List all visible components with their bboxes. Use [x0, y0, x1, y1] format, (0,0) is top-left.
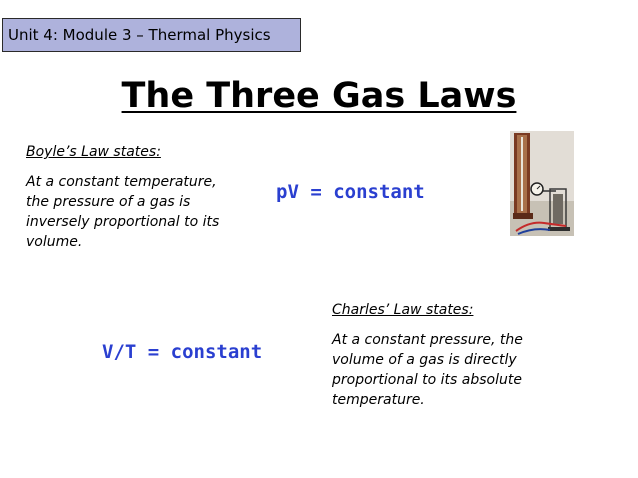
boyle-law-heading: Boyle’s Law states:	[26, 144, 161, 160]
charles-law-statement	[332, 330, 562, 410]
charles-line: At a constant pressure, the	[332, 332, 523, 348]
charles-line: proportional to its absolute	[332, 372, 522, 388]
boyle-line: the pressure of a gas is	[26, 194, 191, 210]
boyle-law-statement	[26, 172, 256, 252]
charles-line: volume of a gas is directly	[332, 352, 517, 368]
boyle-line: volume.	[26, 234, 83, 250]
module-badge: Unit 4: Module 3 – Thermal Physics	[2, 18, 301, 52]
boyle-apparatus-image	[510, 131, 574, 236]
slide-title: The Three Gas Laws	[121, 76, 517, 116]
charles-formula: V/T = constant	[102, 341, 263, 363]
boyle-line: At a constant temperature,	[26, 174, 217, 190]
boyle-formula: pV = constant	[276, 181, 425, 203]
boyle-line: inversely proportional to its	[26, 214, 220, 230]
charles-law-heading: Charles’ Law states:	[332, 302, 474, 318]
charles-line: temperature.	[332, 392, 425, 408]
